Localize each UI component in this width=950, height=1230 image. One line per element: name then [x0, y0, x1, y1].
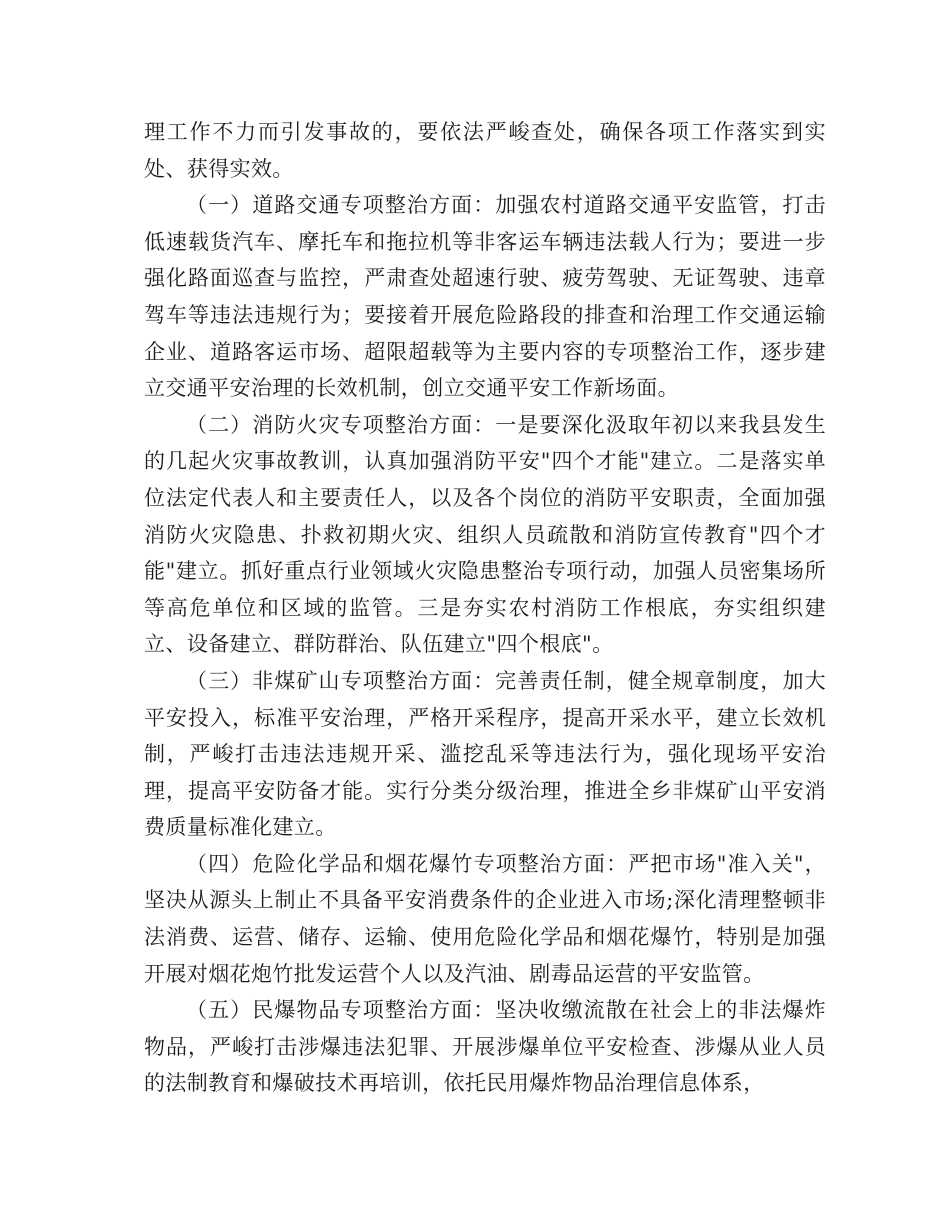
paragraph-civil-explosives: （五）民爆物品专项整治方面：坚决收缴流散在社会上的非法爆炸物品，严峻打击涉爆违法犯罪、开展涉爆单位平安检查、涉爆从业人员的法制教育和爆破技术再培训，依托民用爆炸物品治理信息体系，: [144, 998, 826, 1096]
paragraph-road-traffic: （一）道路交通专项整治方面：加强农村道路交通平安监管，打击低速载货汽车、摩托车和拖拉机等非客运车辆违法载人行为；要进一步强化路面巡查与监控，严肃查处超速行驶、疲劳驾驶、无证驾驶、违章驾车等违法违规行为；要接着开展危险路段的排查和治理工作交通运输企业、道路客运市场、超限超载等为主要内容的专项整治工作，逐步建立交通平安治理的长效机制，创立交通平安工作新场面。: [144, 193, 826, 401]
paragraph-non-coal-mines: （三）非煤矿山专项整治方面：完善责任制，健全规章制度，加大平安投入，标准平安治理，严格开采程序，提高开采水平，建立长效机制，严峻打击违法违规开采、滥挖乱采等违法行为，强化现场平安治理，提高平安防备才能。实行分类分级治理，推进全乡非煤矿山平安消费质量标准化建立。: [144, 668, 826, 840]
paragraph-continuation: 理工作不力而引发事故的，要依法严峻查处，确保各项工作落实到实处、获得实效。: [144, 120, 826, 181]
paragraph-hazardous-chemicals: （四）危险化学品和烟花爆竹专项整治方面：严把市场"准入关"，坚决从源头上制止不具备平安消费条件的企业进入市场;深化清理整顿非法消费、运营、储存、运输、使用危险化学品和烟花爆竹，特别是加强开展对烟花炮竹批发运营个人以及汽油、剧毒品运营的平安监管。: [144, 851, 826, 986]
paragraph-fire-safety: （二）消防火灾专项整治方面：一是要深化汲取年初以来我县发生的几起火灾事故教训，认真加强消防平安"四个才能"建立。二是落实单位法定代表人和主要责任人，以及各个岗位的消防平安职责，全面加强消防火灾隐患、扑救初期火灾、组织人员疏散和消防宣传教育"四个才能"建立。抓好重点行业领域火灾隐患整治专项行动，加强人员密集场所等高危单位和区域的监管。三是夯实农村消防工作根底，夯实组织建立、设备建立、群防群治、队伍建立"四个根底"。: [144, 412, 826, 657]
document-body: [144, 114, 826, 1102]
